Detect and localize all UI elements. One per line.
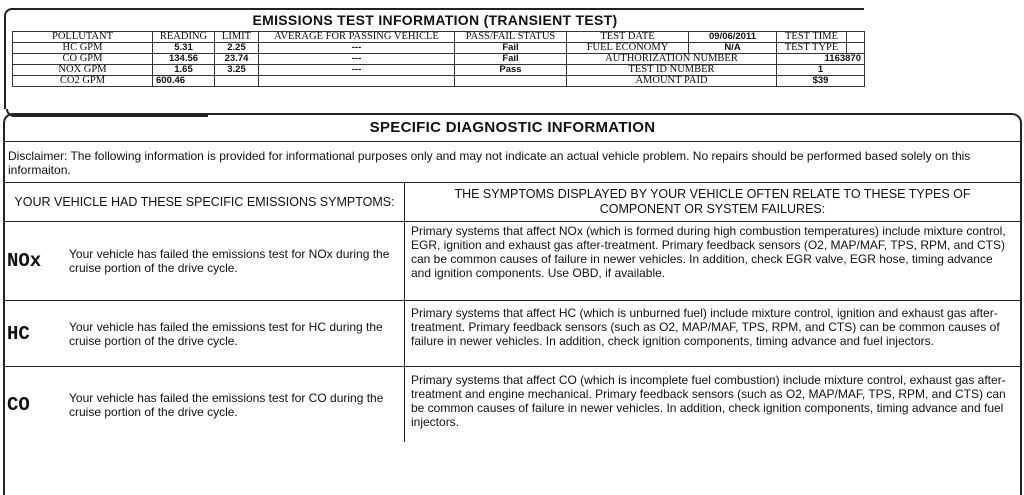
reading-value: 1.65 xyxy=(153,65,215,76)
symptom-row-co xyxy=(5,367,1020,442)
test-time-label: TEST TIME xyxy=(777,32,847,43)
fuel-economy-value: N/A xyxy=(689,43,777,54)
symptoms-column-header: YOUR VEHICLE HAD THESE SPECIFIC EMISSIONS SYMPTOMS: xyxy=(5,183,405,221)
pollutant-name: HC GPM xyxy=(13,43,153,54)
status-value xyxy=(455,76,567,87)
status-value: Fail xyxy=(455,43,567,54)
header-reading: READING xyxy=(153,32,215,43)
amount-paid-value: $39 xyxy=(777,76,865,87)
pollutant-name: CO GPM xyxy=(13,54,153,65)
average-value: --- xyxy=(259,54,455,65)
diagnostic-column-headers xyxy=(5,183,1020,222)
symptom-text: Your vehicle has failed the emissions test for HC during the cruise portion of the drive cycle. xyxy=(69,319,383,348)
amount-paid-label: AMOUNT PAID xyxy=(567,76,777,87)
test-time-value xyxy=(847,32,865,43)
test-type-value xyxy=(847,43,865,54)
table-row xyxy=(13,76,865,87)
header-limit: LIMIT xyxy=(215,32,259,43)
limit-value: 2.25 xyxy=(215,43,259,54)
limit-value: 23.74 xyxy=(215,54,259,65)
header-status: PASS/FAIL STATUS xyxy=(455,32,567,43)
authorization-label: AUTHORIZATION NUMBER xyxy=(567,54,777,65)
reading-value: 5.31 xyxy=(153,43,215,54)
emissions-title: EMISSIONS TEST INFORMATION (TRANSIENT TEST) xyxy=(252,12,618,28)
emissions-test-section xyxy=(4,8,864,109)
symptom-row-hc xyxy=(5,301,1020,367)
disclaimer-text: Disclaimer: The following information is provided for informational purposes only and may not indicate an actual vehicle problem. No repairs should be performed based solely on this informaiton. xyxy=(5,142,1020,183)
cause-text: Primary systems that affect NOx (which is formed during high combustion temperatures) include mixture control, EGR, ignition and exhaust gas after-treatment. Primary feedback sensors (O2, MAP/MAF, TPS, RPM, and CTS) can be common causes of failure in newer vehicles. In addition, check EGR valve, EGR hose, timing advance and ignition components. Use OBD, if available. xyxy=(411,224,1006,280)
symptom-text: Your vehicle has failed the emissions test for NOx during the cruise portion of the drive cycle. xyxy=(69,247,390,275)
header-average: AVERAGE FOR PASSING VEHICLE xyxy=(259,32,455,43)
test-id-value: 1 xyxy=(777,65,865,76)
table-row xyxy=(13,65,865,76)
diagnostic-section xyxy=(3,113,1022,495)
cause-text: Primary systems that affect HC (which is unburned fuel) include mixture control, ignition and exhaust gas after-treatment. Primary feedback sensors (such as O2, MAP/MAF, TPS, RPM, and CTS) can be common causes of failure in newer vehicles. In addition, check ignition components, timing advance and fuel injectors. xyxy=(411,306,1000,348)
pollutant-abbr: NOx xyxy=(7,250,42,272)
reading-value: 134.56 xyxy=(153,54,215,65)
reading-value: 600.46 xyxy=(153,76,215,87)
average-value: --- xyxy=(259,65,455,76)
test-date-value: 09/06/2011 xyxy=(689,32,777,43)
pollutant-name: NOX GPM xyxy=(13,65,153,76)
diagnostic-title: SPECIFIC DIAGNOSTIC INFORMATION xyxy=(5,115,1020,142)
authorization-value: 1163870 xyxy=(777,54,865,65)
table-row xyxy=(13,43,865,54)
status-value: Pass xyxy=(455,65,567,76)
fuel-economy-label: FUEL ECONOMY xyxy=(567,43,689,54)
test-date-label: TEST DATE xyxy=(567,32,689,43)
emissions-table xyxy=(12,31,865,87)
symptom-row-nox xyxy=(5,222,1020,301)
test-id-label: TEST ID NUMBER xyxy=(567,65,777,76)
status-value: Fail xyxy=(455,54,567,65)
table-row xyxy=(13,54,865,65)
pollutant-abbr: CO xyxy=(7,393,30,416)
limit-value xyxy=(215,76,259,87)
limit-value: 3.25 xyxy=(215,65,259,76)
failures-column-header: THE SYMPTOMS DISPLAYED BY YOUR VEHICLE OFTEN RELATE TO THESE TYPES OF COMPONENT OR SYSTEM FAILURES: xyxy=(454,187,971,216)
average-value: --- xyxy=(259,43,455,54)
average-value xyxy=(259,76,455,87)
pollutant-name: CO2 GPM xyxy=(13,76,153,87)
pollutant-abbr: HC xyxy=(7,322,30,345)
symptom-text: Your vehicle has failed the emissions test for CO during the cruise portion of the drive cycle. xyxy=(69,390,384,419)
test-type-label: TEST TYPE xyxy=(777,43,847,54)
cause-text: Primary systems that affect CO (which is incomplete fuel combustion) include mixture control, exhaust gas after-treatment and engine mechanical. Primary feedback sensors (such as O2, MAP/MAF, TPS, RPM, and CTS) can be common causes of failure in newer vehicles. In addition, check ignition components, timing advance and fuel injectors. xyxy=(411,373,1006,429)
emissions-header-row xyxy=(13,32,865,43)
header-pollutant: POLLUTANT xyxy=(13,32,153,43)
